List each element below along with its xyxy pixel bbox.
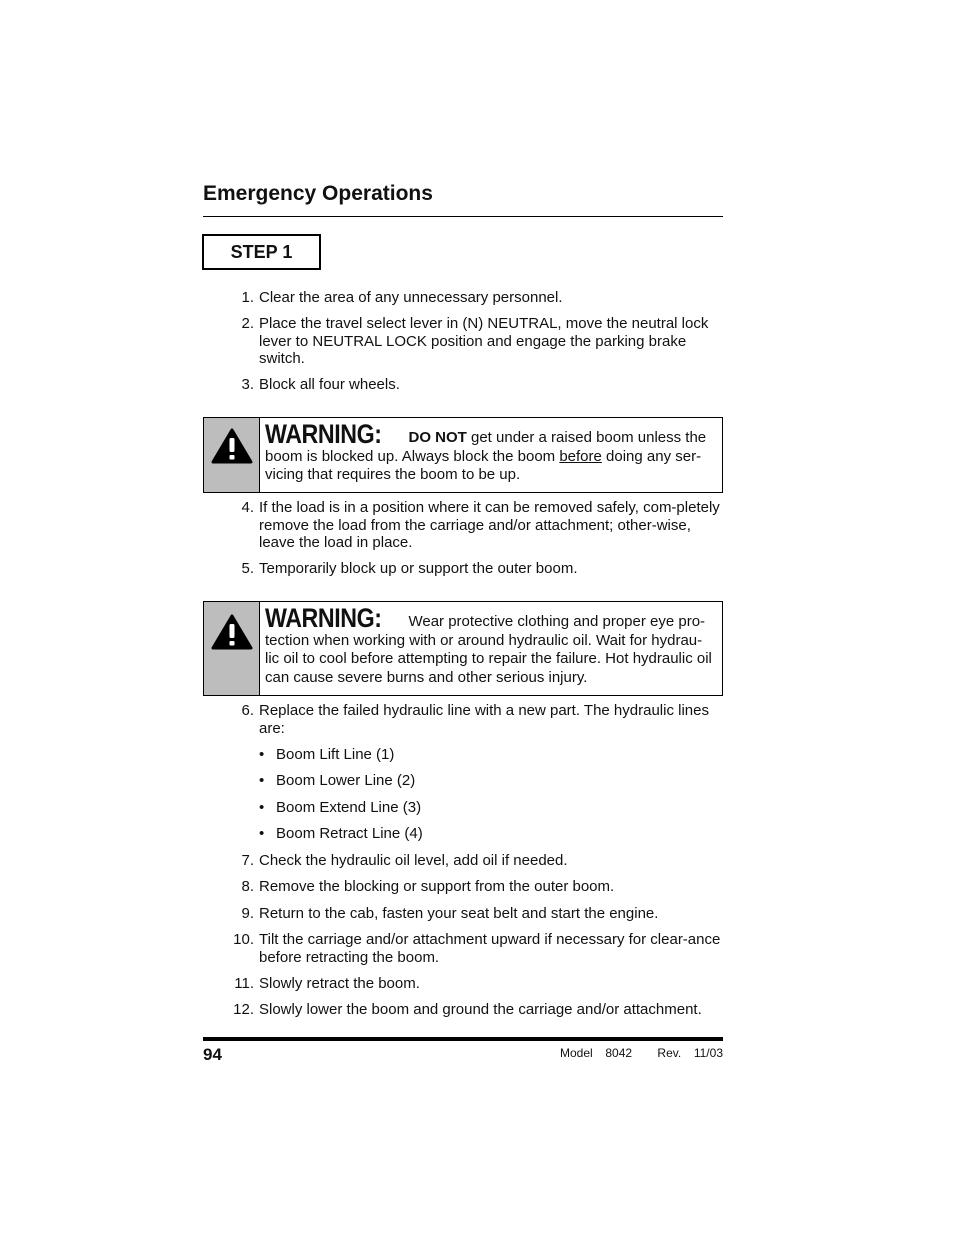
bullet-item (259, 746, 699, 764)
bullet-dot: • (259, 799, 265, 816)
step-number: 9. (241, 905, 254, 922)
step-text: Temporarily block up or support the outer boom. (259, 560, 578, 577)
page-title: Emergency Operations (203, 182, 433, 205)
step-number: 6. (241, 702, 254, 719)
warning-box (203, 417, 723, 493)
step-number: 3. (241, 376, 254, 393)
step-text: Slowly lower the boom and ground the carriage and/or attachment. (259, 1001, 702, 1018)
warning-box (203, 601, 723, 696)
step-number: 10. (233, 931, 254, 948)
bullet-text: Boom Lower Line (2) (276, 772, 416, 789)
list-item (241, 376, 724, 394)
step-text: Place the travel select lever in (N) NEUTRAL, move the neutral lock lever to NEUTRAL LOCK position and engage the parking brake switch. (259, 315, 709, 367)
step-text: Remove the blocking or support from the outer boom. (259, 878, 615, 895)
warning-body: get under a raised boom unless the boom is blocked up. Always block the boom (265, 429, 707, 465)
list-item (233, 1001, 724, 1019)
list-item (241, 315, 724, 368)
step-text: Return to the cab, fasten your seat belt and start the engine. (259, 905, 659, 922)
list-item (241, 560, 724, 578)
bullet-text: Boom Extend Line (3) (276, 799, 422, 816)
step-number: 12. (233, 1001, 254, 1018)
bullet-item (259, 772, 699, 790)
warning-heading: WARNING: (265, 419, 382, 449)
page-number: 94 (203, 1045, 222, 1064)
bullet-dot: • (259, 746, 265, 763)
step-number: 4. (241, 499, 254, 516)
step-number: 7. (241, 852, 254, 869)
warning-triangle-icon (211, 428, 253, 464)
step-number: 8. (241, 878, 254, 895)
bullet-item (259, 825, 699, 843)
warning-text (265, 418, 722, 489)
model-revision: Model 8042 Rev. 11/03 (560, 1046, 723, 1060)
warning-underlined: before (559, 447, 602, 465)
warning-body: Wear protective clothing and proper eye pro-tection when working with or around hydraulic oil. Wait for hydrau-lic oil to cool before attempting to repair the failure. Hot hydraulic oil can cause severe burns and other serious injury. (265, 613, 712, 686)
step-text: Check the hydraulic oil level, add oil if needed. (259, 852, 568, 869)
step-number: 5. (241, 560, 254, 577)
step-text: Tilt the carriage and/or attachment upward if necessary for clear-ance before retracting the boom. (259, 931, 721, 966)
warning-triangle-icon (211, 614, 253, 650)
list-item (241, 878, 724, 896)
bullet-dot: • (259, 772, 265, 789)
step-text: If the load is in a position where it can be removed safely, com-pletely remove the load from the carriage and/or attachment; other-wise, leave the load in place. (259, 499, 720, 551)
bullet-item (259, 799, 699, 817)
warning-side-panel (204, 418, 260, 492)
bullet-dot: • (259, 825, 265, 842)
list-item (241, 289, 724, 307)
title-divider (203, 216, 723, 217)
warning-body-end: doing any ser-vicing that requires the boom to be up. (265, 447, 702, 483)
list-item (241, 499, 724, 552)
step-text: Slowly retract the boom. (259, 975, 420, 992)
list-item (241, 702, 724, 737)
list-item (234, 975, 724, 993)
warning-emphasis: DO NOT (408, 429, 467, 446)
list-item (241, 905, 724, 923)
warning-heading: WARNING: (265, 603, 382, 633)
step-number: 11. (234, 975, 254, 992)
list-item (233, 931, 724, 966)
step-number: 2. (241, 315, 254, 332)
step-text: Replace the failed hydraulic line with a new part. The hydraulic lines are: (259, 702, 709, 737)
bullet-text: Boom Retract Line (4) (276, 825, 423, 842)
step-label: STEP 1 (202, 234, 321, 270)
bullet-text: Boom Lift Line (1) (276, 746, 395, 763)
footer-divider (203, 1037, 723, 1041)
step-text: Block all four wheels. (259, 376, 400, 393)
step-number: 1. (241, 289, 254, 306)
warning-text (265, 602, 722, 691)
warning-side-panel (204, 602, 260, 695)
list-item (241, 852, 724, 870)
step-text: Clear the area of any unnecessary personnel. (259, 289, 563, 306)
